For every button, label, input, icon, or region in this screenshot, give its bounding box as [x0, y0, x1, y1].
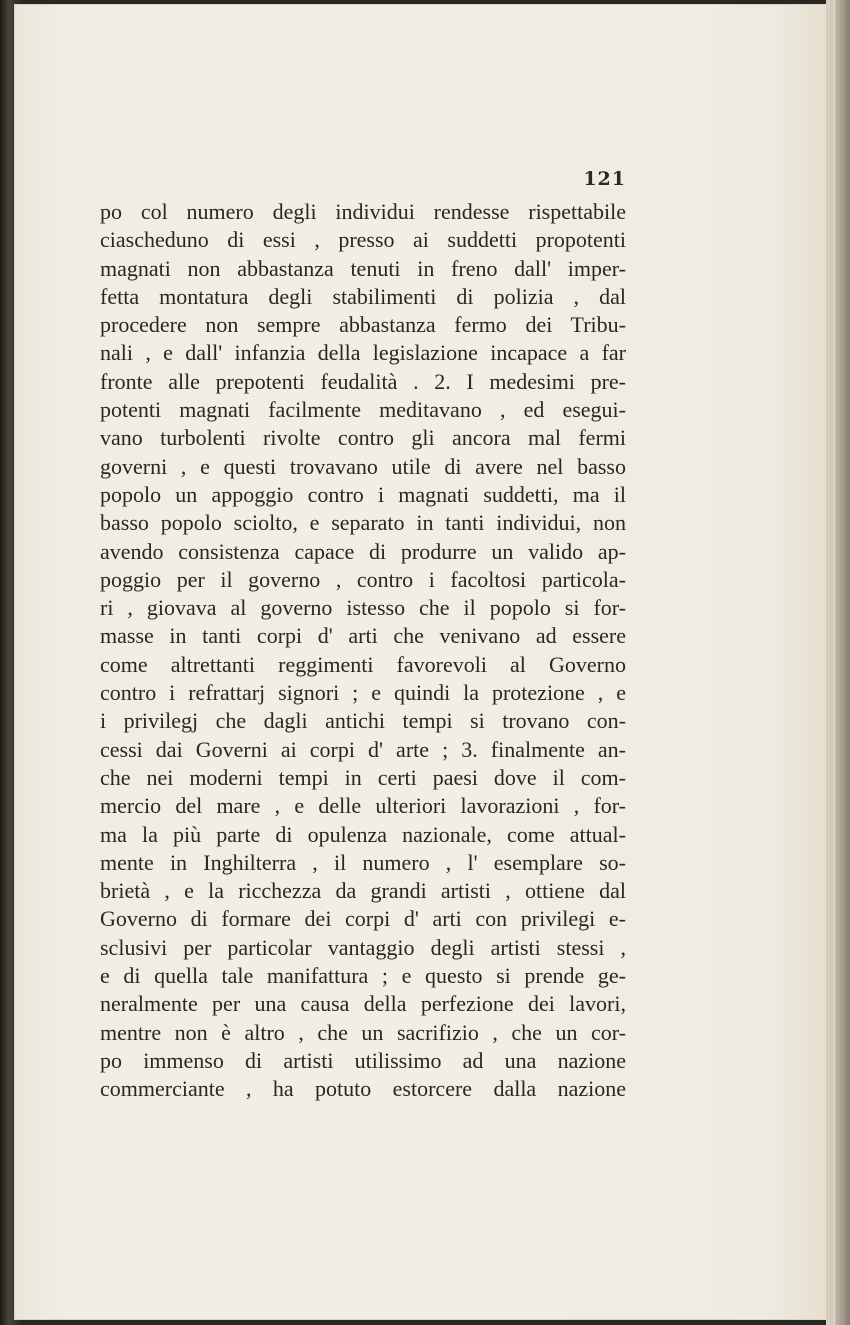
text-line: ciascheduno di essi , presso ai suddetti propotenti [100, 227, 626, 253]
text-line: mente in Inghilterra , il numero , l' esemplare so- [100, 849, 626, 875]
text-line: magnati non abbastanza tenuti in freno dall' imper- [100, 255, 626, 281]
body-text [100, 198, 626, 1104]
page-edge-shadow [836, 0, 850, 1325]
text-line: mercio del mare , e delle ulteriori lavorazioni , for- [100, 793, 626, 819]
text-line: masse in tanti corpi d' arti che venivano ad essere [100, 623, 626, 649]
text-line: basso popolo sciolto, e separato in tanti individui, non [100, 510, 626, 536]
text-line: i privilegj che dagli antichi tempi si trovano con- [100, 708, 626, 734]
text-line: poggio per il governo , contro i facoltosi particola- [100, 566, 626, 592]
text-line: brietà , e la ricchezza da grandi artisti , ottiene dal [100, 878, 626, 904]
text-line: ma la più parte di opulenza nazionale, come attual- [100, 821, 626, 847]
text-line: avendo consistenza capace di produrre un valido ap- [100, 538, 626, 564]
text-line: po immenso di artisti utilissimo ad una nazione [100, 1047, 626, 1073]
text-line: vano turbolenti rivolte contro gli ancora mal fermi [100, 425, 626, 451]
text-line: sclusivi per particolar vantaggio degli artisti stessi , [100, 934, 626, 960]
text-line: neralmente per una causa della perfezione dei lavori, [100, 991, 626, 1017]
text-line: Governo di formare dei corpi d' arti con privilegi e- [100, 906, 626, 932]
text-line: fetta montatura degli stabilimenti di polizia , dal [100, 283, 626, 309]
text-line: po col numero degli individui rendesse rispettabile [100, 199, 626, 224]
text-line: che nei moderni tempi in certi paesi dove il com- [100, 764, 626, 790]
text-line: popolo un appoggio contro i magnati suddetti, ma il [100, 481, 626, 507]
text-line: contro i refrattarj signori ; e quindi la protezione , e [100, 680, 626, 706]
text-line: potenti magnati facilmente meditavano , ed esegui- [100, 397, 626, 423]
text-line: mentre non è altro , che un sacrifizio , che un cor- [100, 1019, 626, 1045]
text-line: fronte alle prepotenti feudalità . 2. I medesimi pre- [100, 368, 626, 394]
text-line: governi , e questi trovavano utile di avere nel basso [100, 453, 626, 479]
text-line: e di quella tale manifattura ; e questo si prende ge- [100, 963, 626, 989]
page-number: 121 [583, 168, 626, 190]
text-line: nali , e dall' infanzia della legislazione incapace a far [100, 340, 626, 366]
text-line: come altrettanti reggimenti favorevoli al Governo [100, 651, 626, 677]
text-line: cessi dai Governi ai corpi d' arte ; 3. finalmente an- [100, 736, 626, 762]
text-line: commerciante , ha potuto estorcere dalla nazione [100, 1076, 626, 1102]
text-line: ri , giovava al governo istesso che il popolo si for- [100, 595, 626, 621]
text-line: procedere non sempre abbastanza fermo dei Tribu- [100, 312, 626, 338]
